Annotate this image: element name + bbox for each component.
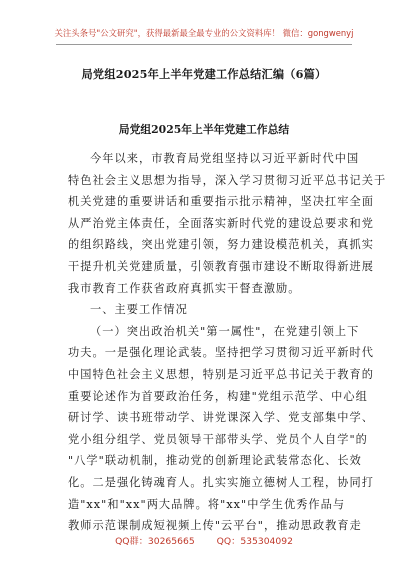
body-text [68,148,387,537]
document-title: 局党组2025年上半年党建工作总结汇编（6篇） [81,67,327,81]
body-line: 造"xx"和"xx"两大品牌。将"xx"中学生优秀作品与 [68,497,346,511]
body-line: 的组织路线，突出党建引领，努力建设模范机关，真抓实 [68,238,374,252]
qq-number: QQ：535304092 [216,536,293,547]
body-line: 我市教育工作获省政府真抓实干督查激励。 [68,281,301,295]
body-line: 功夫。一是强化理论武装。坚持把学习贯彻习近平新时代 [68,346,374,360]
body-line: 重要论述作为首要政治任务，构建"党组示范学、中心组 [68,389,368,403]
body-line: 机关党建的重要讲话和重要指示批示精神，坚决扛牢全面 [68,195,374,209]
body-line: 中国特色社会主义思想，特别是习近平总书记关于教育的 [68,367,374,381]
header-note: 关注头条号"公文研究"，获得最新最全最专业的公文资料库！ 微信：gongwenyj [54,28,354,38]
body-line: 党小组分组学、党员领导干部带头学、党员个人自学"的 [68,432,368,446]
heading-main-work: 一、主要工作情况 [90,303,188,317]
header-divider [56,44,352,45]
body-line: 从严治党主体责任，全面落实新时代党的建设总要求和党 [68,216,374,230]
body-line: 研讨学、读书班带动学、讲党课深入学、党支部集中学、 [68,411,374,425]
body-line: "八学"联动机制，推动党的创新理论武装常态化、长效 [68,454,362,468]
body-line: （一）突出政治机关"第一属性"，在党建引领上下 [90,324,360,338]
footer-contact [0,533,408,547]
body-line: 化。二是强化铸魂育人。扎实实施立德树人工程，协同打 [68,475,374,489]
body-line: 特色社会主义思想为指导，深入学习贯彻习近平总书记关于 [68,173,387,187]
section-title: 局党组2025年上半年党建工作总结 [118,123,290,136]
body-line: 教师示范课制成短视频上传"云平台"，推动思政教育走 [68,519,362,533]
body-line: 今年以来，市教育局党组坚持以习近平新时代中国 [90,152,360,165]
qq-group-number: QQ群：30265665 [115,536,195,547]
body-line: 干提升机关党建质量，引领教育强市建设不断取得新进展 [68,259,374,273]
